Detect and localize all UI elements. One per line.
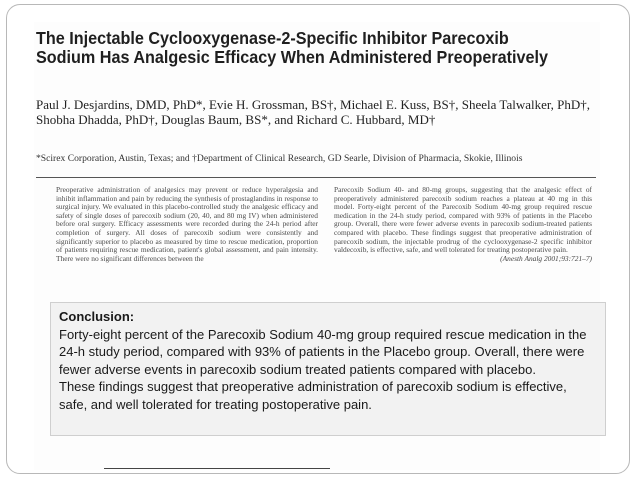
header-divider [36, 177, 596, 178]
abstract-citation: (Anesth Analg 2001;93:721–7) [500, 253, 592, 263]
paper-affiliation: *Scirex Corporation, Austin, Texas; and †Department of Clinical Research, GD Searle, Division of Pharmacia, Skokie, Illinois [36, 153, 523, 164]
paper-title: The Injectable Cyclooxygenase-2-Specific Inhibitor Parecoxib Sodium Has Analgesic Efficacy When Administered Preoperatively [36, 28, 549, 67]
conclusion-paragraph-2: These findings suggest that preoperative administration of parecoxib sodium is effective, safe, and well tolerated for treating postoperative pain. [59, 379, 567, 412]
abstract-left-column: Preoperative administration of analgesics may prevent or reduce hyperalgesia and inhibit inflammation and pain by reducing the synthesis of prostaglandins in response to surgical injury. We evaluated in this placebo-controlled study the analgesic efficacy and safety of single doses of parecoxib sodium (20, 40, and 80 mg IV) when administered before oral surgery. Efficacy assessments were recorded during the 24-h period after completion of surgery. All doses of parecoxib sodium were consistently and significantly superior to placebo as measured by time to rescue medication, proportion of patients requiring rescue medication, patient's global assessment, and pain intensity. There were no significant differences between the [56, 185, 318, 263]
abstract-right-text: Parecoxib Sodium 40- and 80-mg groups, suggesting that the analgesic effect of preoperatively administered parecoxib sodium reaches a plateau at 40 mg in this model. Forty-eight percent of the Parecoxib Sodium 40-mg group required rescue medication in the 24-h study period, compared with 93% of patients in the Placebo group. Overall, there were fewer adverse events in parecoxib sodium-treated patients compared with placebo. These findings suggest that preoperative administration of parecoxib sodium, the injectable prodrug of the cyclooxygenase-2 specific inhibitor valdecoxib, is effective, safe, and well tolerated for treating postoperative pain. [334, 185, 592, 255]
footer-divider [104, 468, 330, 469]
conclusion-heading: Conclusion: [59, 309, 135, 324]
conclusion-paragraph-1: Forty-eight percent of the Parecoxib Sodium 40-mg group required rescue medication in the 24-h study period, compared with 93% of patients in the Placebo group. Overall, there were fewer adverse events in parecoxib sodium treated patients compared with placebo. [59, 326, 587, 377]
abstract-right-column [334, 186, 592, 263]
paper-authors: Paul J. Desjardins, DMD, PhD*, Evie H. Grossman, BS†, Michael E. Kuss, BS†, Sheela Talwalker, PhD†, Shobha Dhadda, PhD†, Douglas Baum, BS*, and Richard C. Hubbard, MD† [36, 97, 591, 127]
conclusion-box [50, 302, 606, 436]
